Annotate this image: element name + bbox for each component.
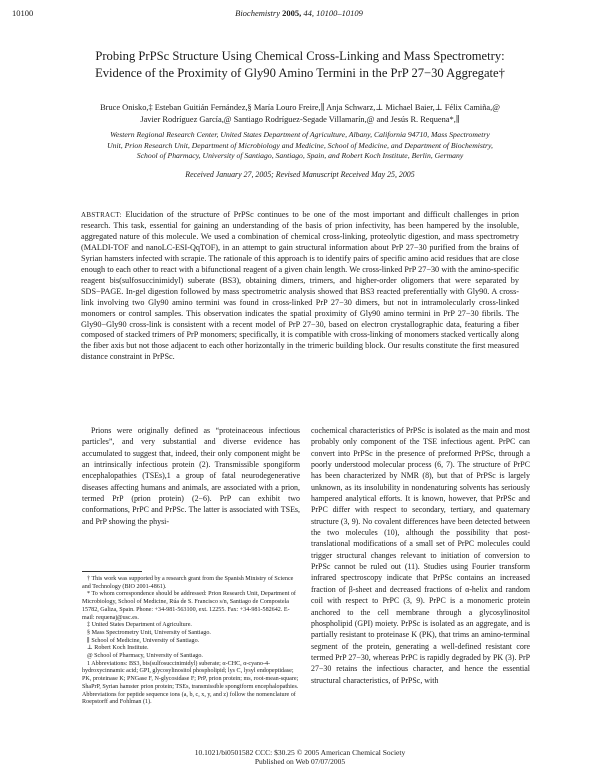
author-list bbox=[30, 102, 570, 126]
footnote-divider bbox=[82, 571, 142, 572]
footnote-affiliation: ⊥ Robert Koch Institute. bbox=[87, 645, 149, 652]
footnotes bbox=[82, 576, 300, 707]
title-line-2: Evidence of the Proximity of Gly90 Amino Termini in the PrP 27−30 Aggregate† bbox=[95, 66, 505, 80]
title-line-1: Probing PrPSc Structure Using Chemical Cross-Linking and Mass Spectrometry: bbox=[95, 49, 505, 63]
footnote-funding: † This work was supported by a research grant from the Spanish Ministry of Science and Technology (BIO 2001-4861). bbox=[82, 576, 294, 590]
body-paragraph: Prions were originally defined as “proteinaceous infectious particles”, and very substantial and diverse evidence has accumulated to suggest that, indeed, their only component might be an intrinsically infectious protein (2). Transmissible spongiform encephalopathies (TSEs),1 a group of fatal neurodegenerative diseases affecting humans and animals, are associated with a prion, termed PrP (prion protein) (2−6). PrP can exhibit two conformations, PrPC and PrPSc. The latter is associated with TSEs, and PrP showing the physi- bbox=[82, 426, 300, 526]
footnote-affiliation: § Mass Spectrometry Unit, University of Santiago. bbox=[87, 629, 211, 636]
footnote-affiliation: ‡ United States Department of Agriculture. bbox=[87, 622, 192, 629]
received-dates: Received January 27, 2005; Revised Manuscript Received May 25, 2005 bbox=[185, 170, 415, 179]
journal-name: Biochemistry bbox=[235, 8, 280, 18]
authors-line-1: Bruce Onisko,‡ Esteban Guitián Fernández,§ María Louro Freire,∥ Anja Schwarz,⊥ Michael Baier,⊥ Félix Camiña,@ bbox=[100, 103, 500, 112]
authors-line-2: Javier Rodríguez García,@ Santiago Rodríguez-Segade Villamarín,@ and Jesús R. Requena*,∥ bbox=[140, 115, 460, 124]
journal-volume: 44, bbox=[303, 8, 314, 18]
abstract-label: ABSTRACT: bbox=[81, 211, 122, 219]
journal-year: 2005, bbox=[282, 8, 302, 18]
journal-citation bbox=[12, 8, 586, 18]
doi-copyright: 10.1021/bi0501582 CCC: $30.25 © 2005 American Chemical Society bbox=[194, 748, 406, 757]
footnote-abbreviations: 1 Abbreviations: BS3, bis(sulfosuccinimidyl) suberate; α-CHC, α-cyano-4-hydroxycinnamic acid; GPI, glycosylinositol phospholipid; lys C, lysyl endopeptidase; PK, proteinase K; PNGase F, N-glycosidase F; PrP, prion protein; ms, root-mean-square; ShaPrP, Syrian hamster prion protein; TSEs, transmissible spongiform encephalopathies. Abbreviations for peptide sequence ions (a, b, c, x, y, and z) follow the nomenclature of Roepstorff and Fohlman (1). bbox=[82, 660, 299, 706]
affiliations bbox=[40, 130, 560, 162]
publication-date: Published on Web 07/07/2005 bbox=[254, 757, 346, 766]
footnote-affiliation: ∥ School of Medicine, University of Santiago. bbox=[87, 637, 200, 644]
body-paragraph: cochemical characteristics of PrPSc is isolated as the main and most probably only component of the TSE infectious agent. PrPC can convert into PrPSc in the presence of preformed PrPSc, through a poorly understood molecular process (6, 7). The structure of PrPC has been characterized by NMR (8), but that of PrPSc is largely unknown, as its insolubility in nondenaturing solvents has seriously hampered analytical efforts. It is known, however, that PrPSc and PrPC differ with respect to secondary, tertiary, and quaternary structure (3, 9). No covalent differences have been detected between the two molecules (10), although the possibility that post-translational modifications of a small set of PrPC molecules could trigger structural changes relevant to initiation of conversion to PrPSc cannot be ruled out (11). Studies using Fourier transform infrared spectroscopy indicate that PrPSc contains an increased fraction of β-sheet and decreased fractions of α-helix and random coil with respect to PrPC (3, 9). PrPC is a monomeric protein anchored to the cell membrane through a glycosylinositol phospholipid (GPI) moiety. PrPSc is isolated as an aggregate, and is partially resistant to proteinase K (PK), that trims an amino-terminal segment of the protein, generating a well-defined resistant core termed PrP 27−30, whereas PrPC is rapidly degraded by PK (3). PrP 27−30 retains the infectious character, and hence the essential structural characteristics, of PrPSc, with bbox=[311, 426, 530, 685]
affiliation-line: Unit, Prion Research Unit, Department of Microbiology and Medicine, School of Medicine, and Department of Biochemistry, bbox=[107, 140, 493, 150]
body-column-left bbox=[82, 425, 300, 527]
abstract bbox=[81, 210, 519, 363]
page-footer bbox=[0, 748, 600, 766]
abstract-text: Elucidation of the structure of PrPSc continues to be one of the most important and difficult challenges in prion research. This task, essential for gaining an understanding of the basis of prion infectivity, has been hampered by the insoluble, aggregated nature of this molecule. We used a combination of chemical cross-linking, proteolytic digestion, and mass spectrometry (MALDI-TOF and nanoLC-ESI-QqTOF), in an attempt to gain structural information about PrP 27−30 purified from the brains of Syrian hamsters infected with scrapie. The rationale of this approach is to identify pairs of specific amino acid residues that are close enough to each other to react with a bifunctional reagent of a given chain length. We cross-linked PrP 27−30 with the amino-specific reagent bis(sulfosuccinimidyl) suberate (BS3), obtaining dimers, trimers, and higher-order oligomers that were separated by SDS−PAGE. In-gel digestion followed by mass spectrometric analysis showed that BS3 reacted preferentially with Gly90. A cross-link involving two Gly90 amino termini was found in cross-linked PrP 27−30 dimers, but not in intramolecularly cross-linked monomers or control samples. This observation indicates the spatial proximity of Gly90 amino termini in PrP 27−30 fibrils. The Gly90−Gly90 cross-link is consistent with a recent model of PrP 27−30, based on electron crystallographic data, featuring a fiber composed of stacked trimers of PrP monomers; specifically, it is compatible with cross-linking of monomers stacked vertically along the fiber axis but not those adjacent to each other horizontally in the trimeric building block. Our results constitute the first measured distance constraint in PrPSc. bbox=[81, 210, 520, 362]
journal-pages: 10100–10109 bbox=[316, 8, 363, 18]
footnote-affiliation: @ School of Pharmacy, University of Santiago. bbox=[87, 653, 203, 660]
page-number: 10100 bbox=[12, 8, 34, 18]
affiliation-line: School of Pharmacy, University of Santiago, Santiago, Spain, and Robert Koch Institute, Berlin, Germany bbox=[136, 151, 464, 160]
running-header bbox=[12, 8, 586, 22]
body-column-right bbox=[311, 425, 530, 686]
footnote-correspondence: * To whom correspondence should be addressed: Prion Research Unit, Department of Microbiology, School of Medicine, Rúa de S. Francisco s/n, Santiago de Compostela 15782, Galiza, Spain. Phone: +34-981-563100, ext. 12255. Fax: +34-981-582642. E-mail: requenaj@usc.es. bbox=[82, 591, 296, 621]
affiliation-line: Western Regional Research Center, United States Department of Agriculture, Albany, California 94710, Mass Spectrometry bbox=[110, 130, 490, 139]
article-title bbox=[30, 48, 570, 82]
